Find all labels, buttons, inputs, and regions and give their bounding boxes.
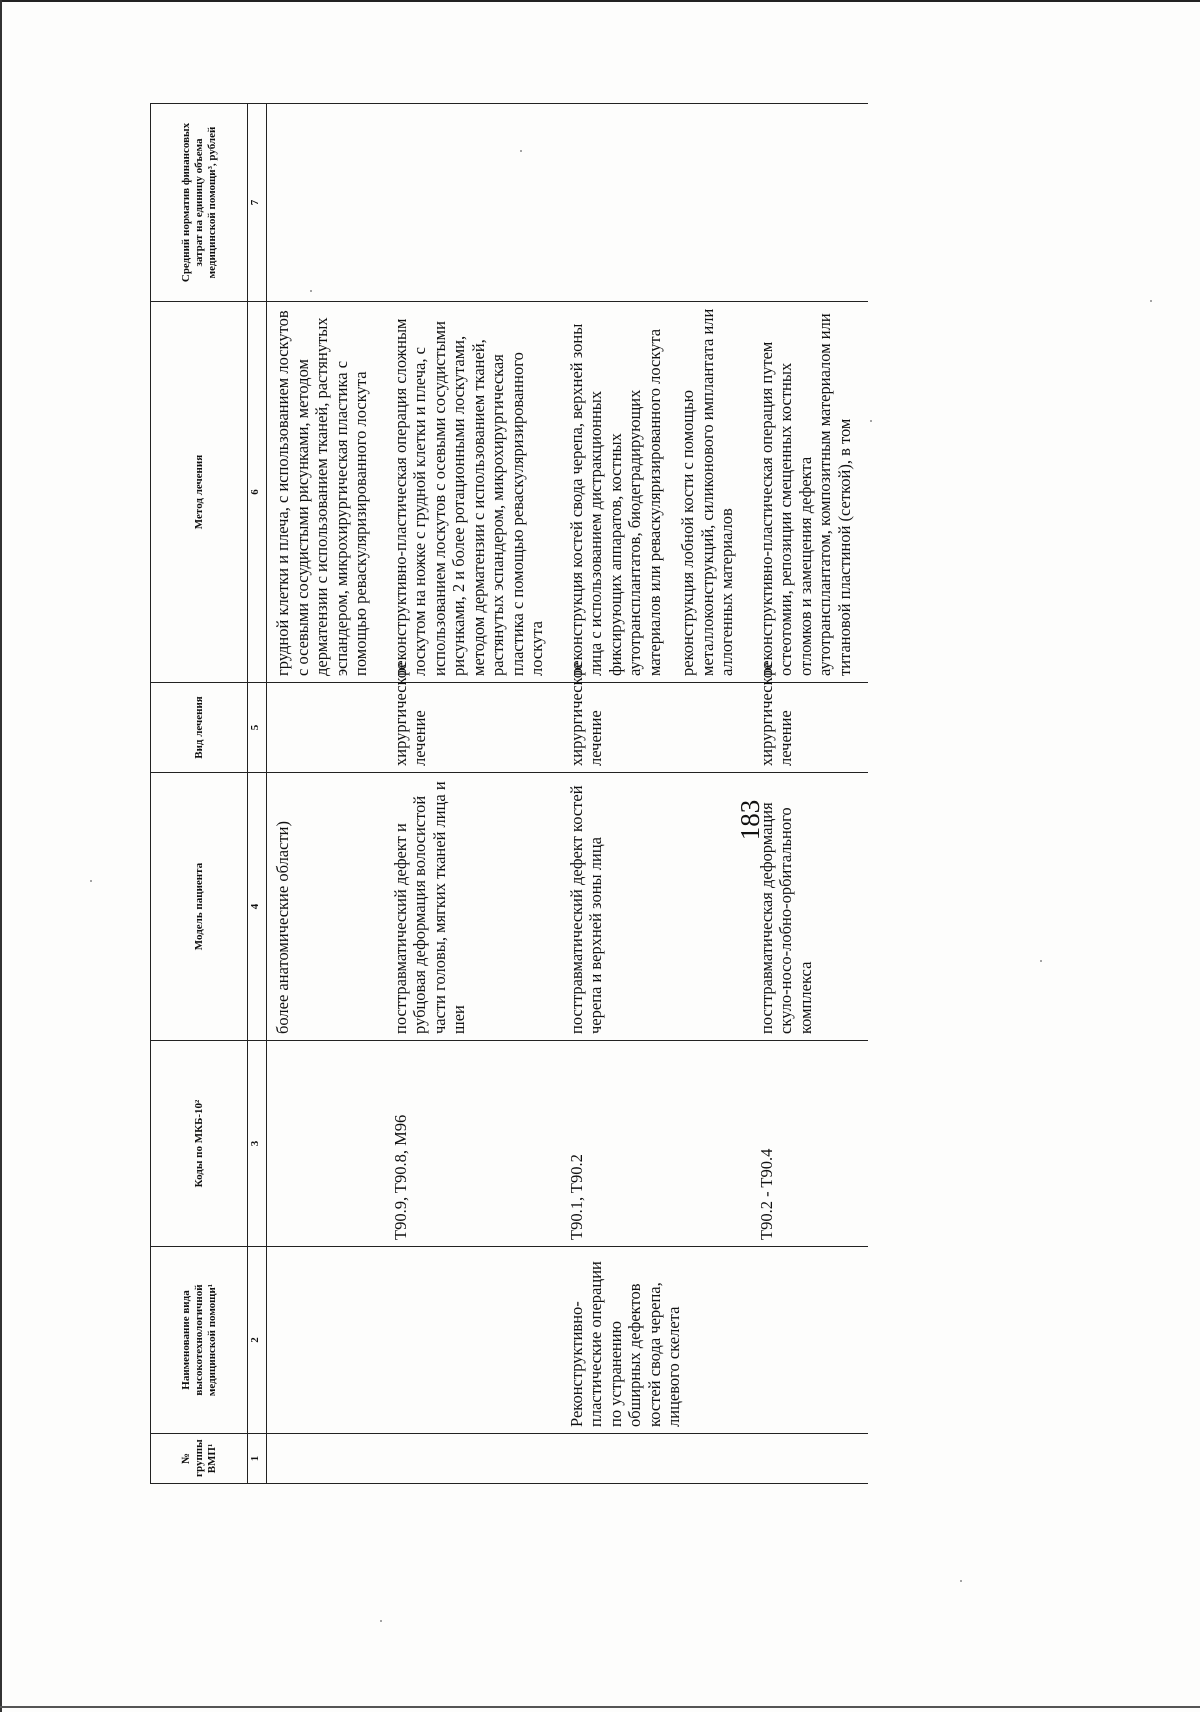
cell-icd-codes [267, 1041, 385, 1247]
method-paragraph: реконструктивно-пластическая операция сложным лоскутом на ножке с грудной клетки и плеча, с использованием лоскутов с осевыми сосудистыми рисунками, 2 и более ротационными лоскутами, методом дерматензии с использованием тканей, растянутых эспандером, микрохирургическая пластика с помощью реваскуляризированного лоскута [390, 318, 546, 676]
header-treatment-type: Вид лечения [151, 683, 248, 773]
scan-speck [1150, 300, 1152, 302]
cell-vmp-name [267, 1247, 385, 1434]
header-icd-codes: Коды по МКБ-10² [151, 1041, 248, 1247]
cell-icd-codes: T90.9, T90.8, M96 [385, 1041, 561, 1247]
cell-group [267, 1434, 385, 1484]
header-patient-model: Модель пациента [151, 773, 248, 1041]
table-header-row [151, 104, 248, 1484]
method-paragraph: реконструкция костей свода черепа, верхней зоны лица с использованием дистракционных фиксирующих аппаратов, костных аутотрансплантатов, биодеградирующих материалов или реваскуляризированного лоскута [566, 323, 664, 676]
rotated-sheet [150, 104, 1100, 1484]
header-group-number: № группы ВМП¹ [151, 1434, 248, 1484]
scan-edge-left [0, 0, 2, 1712]
cell-treatment-type: хирургическое лечение [751, 683, 869, 773]
column-number: 1 [248, 1434, 267, 1484]
column-number: 4 [248, 773, 267, 1041]
cell-patient-model: более анатомические области) [267, 773, 385, 1041]
cell-cost [385, 104, 561, 302]
scan-speck [90, 880, 92, 882]
cell-treatment-method [385, 302, 561, 683]
method-paragraph: реконструкция лобной кости с помощью металлоконструкций, силиконового имплантата или аллогенных материалов [678, 308, 736, 676]
cell-cost [267, 104, 385, 302]
cell-vmp-name [751, 1247, 869, 1434]
cell-group [385, 1434, 561, 1484]
cell-treatment-type: хирургическое лечение [385, 683, 561, 773]
column-number: 2 [248, 1247, 267, 1434]
page-number: 183 [735, 799, 765, 841]
column-number: 3 [248, 1041, 267, 1247]
cell-cost [561, 104, 751, 302]
cell-treatment-type [267, 683, 385, 773]
column-number: 6 [248, 302, 267, 683]
cell-icd-codes: T90.1, T90.2 [561, 1041, 751, 1247]
column-number-row [248, 104, 267, 1484]
table-row [561, 104, 751, 1484]
column-number: 7 [248, 104, 267, 302]
cell-vmp-name [385, 1247, 561, 1434]
scan-edge-top [0, 0, 1200, 2]
cell-patient-model: посттравматический дефект костей черепа и верхней зоны лица [561, 773, 751, 1041]
header-vmp-name: Наименование вида высокотехнологичной медицинской помощи¹ [151, 1247, 248, 1434]
cell-treatment-method [751, 302, 869, 683]
scan-speck [380, 1620, 382, 1622]
scan-edge-bottom [0, 1706, 1200, 1708]
method-paragraph: реконструктивно-пластическая операция путем остеотомии, репозиции смещенных костных отломков и замещения дефекта аутотрансплантатом, композитным материалом или титановой пластиной (сеткой), в том [756, 313, 854, 676]
cell-patient-model: посттравматический дефект и рубцовая деформация волосистой части головы, мягких тканей лица и шеи [385, 773, 561, 1041]
header-treatment-method: Метод лечения [151, 302, 248, 683]
cell-icd-codes: T90.2 - T90.4 [751, 1041, 869, 1247]
method-paragraph: грудной клетки и плеча, с использованием лоскутов с осевыми сосудистыми рисунками, методом дерматензии с использованием тканей, растянутых эспандером, микрохирургическая пластика с помощью реваскуляризированного лоскута [273, 310, 370, 676]
cell-treatment-method [561, 302, 751, 683]
cell-treatment-type: хирургическое лечение [561, 683, 751, 773]
column-number: 5 [248, 683, 267, 773]
cell-cost [751, 104, 869, 302]
scan-speck [960, 1580, 962, 1582]
table-row [385, 104, 561, 1484]
cell-treatment-method [267, 302, 385, 683]
cell-patient-model: посттравматическая деформация скуло-носо-лобно-орбитального комплекса [751, 773, 869, 1041]
table-row [267, 104, 385, 1484]
cell-group [561, 1434, 751, 1484]
treatment-table [150, 103, 868, 1484]
cell-group [751, 1434, 869, 1484]
table-row [751, 104, 869, 1484]
header-cost-norm: Средний норматив финансовых затрат на единицу объема медицинской помощи³, рублей [151, 104, 248, 302]
cell-vmp-name: Реконструктивно-пластические операции по устранению обширных дефектов костей свода черепа, лицевого скелета [561, 1247, 751, 1434]
